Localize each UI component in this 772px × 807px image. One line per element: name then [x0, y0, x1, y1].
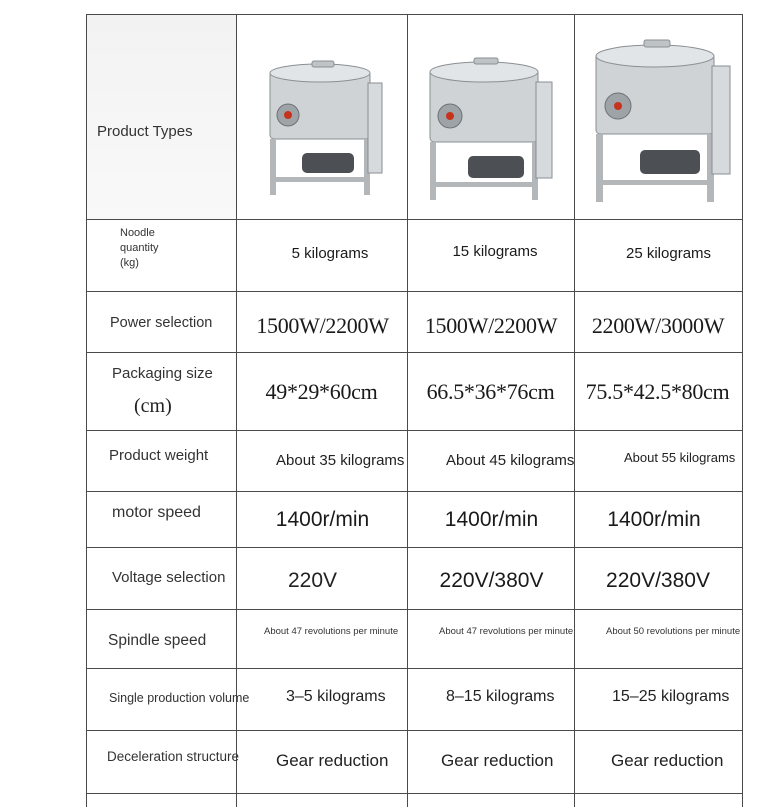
product-weight-value-2: About 45 kilograms [446, 451, 575, 469]
power-selection-label: Power selection [110, 315, 213, 331]
grid-line [86, 609, 742, 610]
noodle-quantity-label: Noodle quantity (kg) [120, 227, 159, 269]
power-selection-value-2: 1500W/2200W [424, 313, 558, 338]
power-selection-value-3: 2200W/3000W [591, 313, 725, 338]
spindle-speed-value-1: About 47 revolutions per minute [264, 625, 399, 637]
noodle-quantity-value-1: 5 kilograms [291, 244, 369, 262]
grid-line [86, 14, 742, 15]
motor-speed-value-3: 1400r/min [607, 508, 701, 531]
deceleration-structure-value-2: Gear reduction [441, 751, 554, 770]
packaging-size-value-2: 66.5*36*76cm [426, 379, 555, 404]
single-production-volume-value-3: 15–25 kilograms [612, 688, 730, 705]
voltage-selection-label: Voltage selection [112, 568, 226, 586]
voltage-selection-value-1: 220V [288, 569, 338, 592]
single-production-volume-value-2: 8–15 kilograms [446, 688, 555, 705]
grid-line [86, 668, 742, 669]
product-types-label: Product Types [97, 122, 193, 140]
deceleration-structure-label: Deceleration structure [107, 748, 240, 764]
dough-mixer-15kg-image [422, 45, 562, 205]
deceleration-structure-value-1: Gear reduction [276, 751, 389, 770]
noodle-quantity-value-2: 15 kilograms [452, 242, 538, 260]
motor-speed-value-2: 1400r/min [444, 508, 539, 531]
dough-mixer-5kg-image [262, 50, 392, 200]
grid-line [86, 14, 87, 807]
product-weight-label: Product weight [109, 446, 209, 464]
product-weight-value-3: About 55 kilograms [624, 449, 736, 465]
dough-mixer-25kg-image [588, 28, 738, 206]
grid-line [86, 793, 742, 794]
grid-line [86, 430, 742, 431]
motor-speed-value-1: 1400r/min [275, 508, 370, 531]
grid-line [86, 291, 742, 292]
packaging-size-value-1: 49*29*60cm [265, 379, 378, 404]
grid-line [86, 547, 742, 548]
voltage-selection-value-2: 220V/380V [439, 569, 544, 592]
product-weight-value-1: About 35 kilograms [276, 451, 405, 469]
packaging-size-unit-label: (cm) [134, 394, 172, 417]
spindle-speed-label: Spindle speed [108, 632, 207, 649]
grid-line [86, 352, 742, 353]
power-selection-value-1: 1500W/2200W [256, 313, 389, 338]
motor-speed-label: motor speed [112, 504, 201, 521]
deceleration-structure-value-3: Gear reduction [611, 751, 724, 770]
grid-line [574, 14, 575, 807]
grid-line [86, 730, 742, 731]
voltage-selection-value-3: 220V/380V [606, 569, 710, 592]
noodle-quantity-value-3: 25 kilograms [626, 244, 712, 262]
header-label-shading [86, 14, 236, 219]
single-production-volume-value-1: 3–5 kilograms [286, 688, 386, 705]
grid-line [86, 491, 742, 492]
grid-line [86, 219, 742, 220]
single-production-volume-label: Single production volume [109, 691, 250, 705]
packaging-size-value-3: 75.5*42.5*80cm [585, 379, 730, 404]
grid-line [407, 14, 408, 807]
packaging-size-label: Packaging size [112, 364, 213, 382]
spindle-speed-value-3: About 50 revolutions per minute [606, 625, 741, 637]
spindle-speed-value-2: About 47 revolutions per minute [439, 625, 574, 637]
